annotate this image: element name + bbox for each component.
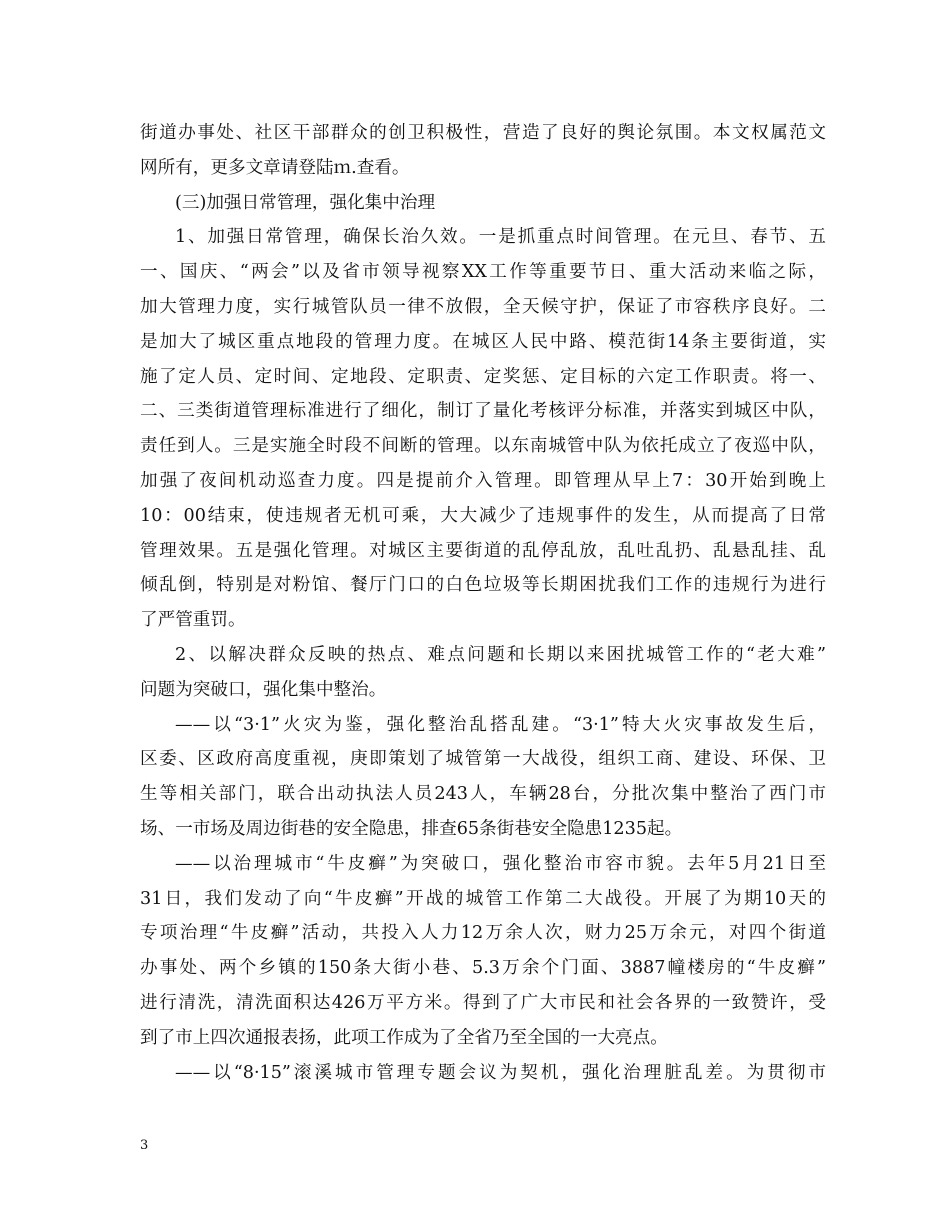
text-line: 倾乱倒，特别是对粉馆、餐厅门口的白色垃圾等长期困扰我们工作的违规行为进行 [140, 575, 826, 596]
text-line: 街道办事处、社区干部群众的创卫积极性，营造了良好的舆论氛围。本文权属范文 [140, 123, 826, 143]
text-line: (三)加强日常管理，强化集中治理 [175, 192, 436, 213]
text-line: ——以“8·15”滚溪城市管理专题会议为契机，强化治理脏乱差。为贯彻市 [175, 1062, 826, 1083]
page-number: 3 [140, 1138, 149, 1153]
text-line: 责任到人。三是实施全时段不间断的管理。以东南城管中队为依托成立了夜巡中队， [140, 436, 826, 457]
text-line: 区委、区政府高度重视，庚即策划了城管第一大战役，组织工商、建设、环保、卫 [140, 749, 826, 770]
text-line: 一、国庆、“两会”以及省市领导视察XX工作等重要节日、重大活动来临之际， [140, 262, 826, 283]
text-line: 专项治理“牛皮癣”活动，共投入人力12万余人次，财力25万余元，对四个街道 [140, 923, 826, 944]
text-line: 施了定人员、定时间、定地段、定职责、定奖惩、定目标的六定工作职责。将一、 [140, 366, 826, 387]
text-line: 到了市上四次通报表扬，此项工作成为了全省乃至全国的一大亮点。 [140, 1027, 668, 1048]
text-line: 2、以解决群众反映的热点、难点问题和长期以来困扰城管工作的“老大难” [175, 644, 826, 665]
text-line: 了严管重罚。 [140, 610, 246, 631]
text-line: 1、加强日常管理，确保长治久效。一是抓重点时间管理。在元旦、春节、五 [175, 227, 826, 248]
text-line: 加强了夜间机动巡查力度。四是提前介入管理。即管理从早上7：30开始到晚上 [140, 470, 826, 491]
text-line: 加大管理力度，实行城管队员一律不放假，全天候守护，保证了市容秩序良好。二 [140, 296, 826, 317]
text-line: ——以治理城市“牛皮癣”为突破口，强化整治市容市貌。去年5月21日至 [175, 853, 826, 874]
text-line: 进行清洗，清洗面积达426万平方米。得到了广大市民和社会各界的一致赞许，受 [140, 992, 826, 1013]
document-body [140, 116, 826, 1090]
text-line: 问题为突破口，强化集中整治。 [140, 679, 387, 700]
text-line: 办事处、两个乡镇的150条大街小巷、5.3万余个门面、3887幢楼房的“牛皮癣” [140, 958, 826, 979]
text-line: 管理效果。五是强化管理。对城区主要街道的乱停乱放，乱吐乱扔、乱悬乱挂、乱 [140, 540, 826, 561]
text-line: 场、一市场及周边街巷的安全隐患，排查65条街巷安全隐患1235起。 [140, 818, 683, 839]
text-line: ——以“3·1”火灾为鉴，强化整治乱搭乱建。“3·1”特大火灾事故发生后， [175, 714, 826, 735]
text-line: 10：00结束，使违规者无机可乘，大大减少了违规事件的发生，从而提高了日常 [140, 505, 826, 526]
text-line: 生等相关部门，联合出动执法人员243人，车辆28台，分批次集中整治了西门市 [140, 784, 826, 805]
text-line: 网所有，更多文章请登陆ｍ.查看。 [140, 157, 410, 178]
text-line: 二、三类街道管理标准进行了细化，制订了量化考核评分标准，并落实到城区中队， [140, 401, 826, 422]
text-line: 是加大了城区重点地段的管理力度。在城区人民中路、模范街14条主要街道，实 [140, 331, 826, 352]
text-line: 31日，我们发动了向“牛皮癣”开战的城管工作第二大战役。开展了为期10天的 [140, 888, 826, 909]
